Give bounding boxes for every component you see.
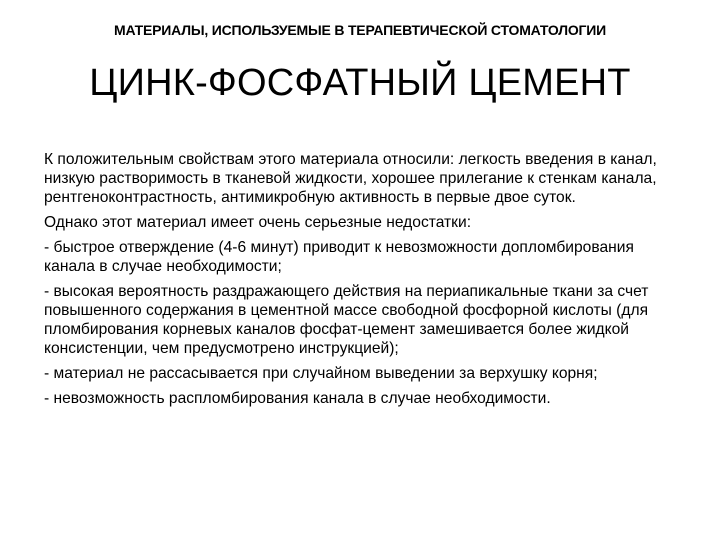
slide-body xyxy=(44,150,672,414)
paragraph-positive-properties: К положительным свойствам этого материала относили: легкость введения в канал, низкую растворимость в тканевой жидкости, хорошее прилегание к стенкам канала, рентгеноконтрастность, антимикробную активность в первые двое суток. xyxy=(44,151,657,206)
paragraph-drawback-no-removal: - невозможность распломбирования канала в случае необходимости. xyxy=(44,390,551,407)
paragraph-drawback-fast-setting: - быстрое отверждение (4-6 минут) приводит к невозможности допломбирования канала в случае необходимости; xyxy=(44,239,634,275)
slide-subtitle: МАТЕРИАЛЫ, ИСПОЛЬЗУЕМЫЕ В ТЕРАПЕВТИЧЕСКОЙ СТОМАТОЛОГИИ xyxy=(114,22,606,38)
paragraph-drawback-no-resorption: - материал не рассасывается при случайном выведении за верхушку корня; xyxy=(44,365,598,382)
paragraph-drawback-irritation: - высокая вероятность раздражающего действия на периапикальные ткани за счет повышенного содержания в цементной массе свободной фосфорной кислоты (для пломбирования корневых каналов фосфат-цемент замешивается более жидкой консистенции, чем предусмотрено инструкцией); xyxy=(44,283,649,357)
paragraph-drawbacks-intro: Однако этот материал имеет очень серьезные недостатки: xyxy=(44,214,472,231)
slide-title: ЦИНК-ФОСФАТНЫЙ ЦЕМЕНТ xyxy=(89,62,631,104)
